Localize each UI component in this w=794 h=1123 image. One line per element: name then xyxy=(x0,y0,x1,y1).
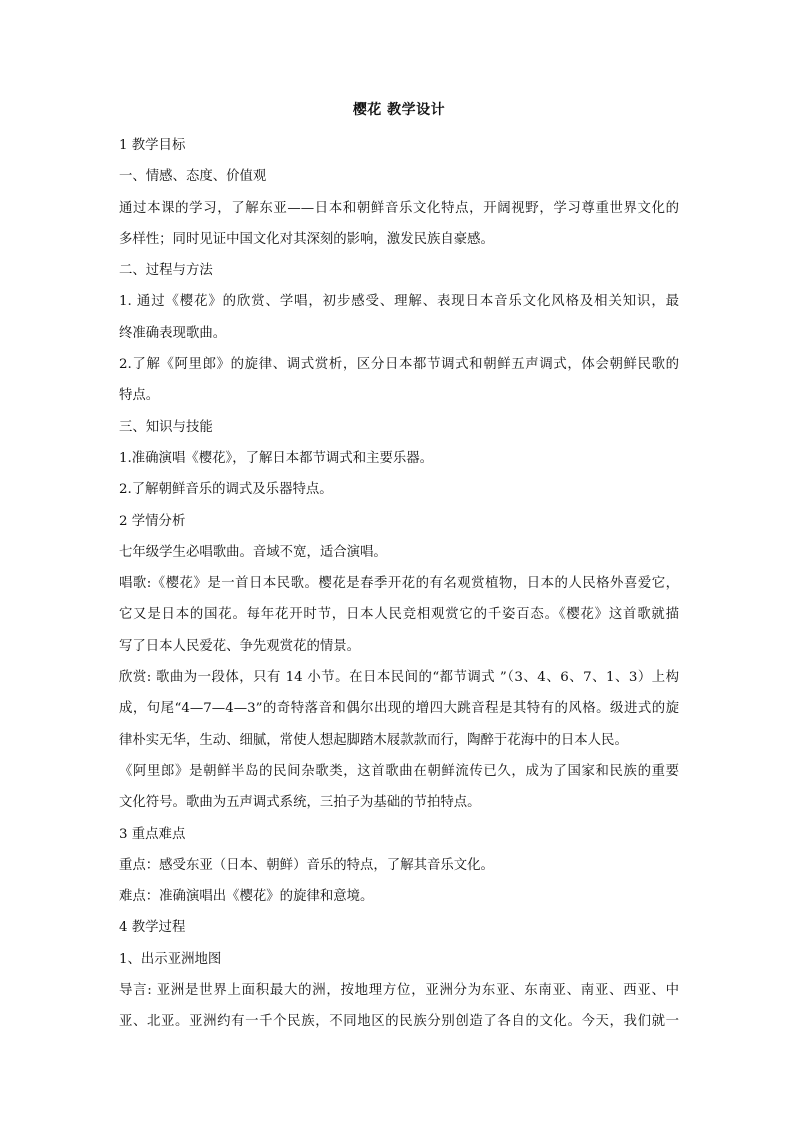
document-body xyxy=(119,130,679,1038)
text-line: 文化符号。歌曲为五声调式系统，三拍子为基础的节拍特点。 xyxy=(119,795,481,811)
document-title: 樱花 教学设计 xyxy=(352,102,446,118)
text-line: 七年级学生必唱歌曲。音域不宽，适合演唱。 xyxy=(119,544,387,560)
text-line: 亚、北亚。亚洲约有一千个民族，不同地区的民族分别创造了各自的文化。今天，我们就一 xyxy=(119,1014,679,1030)
text-line: 4 教学过程 xyxy=(119,920,186,936)
text-line: 1、出示亚洲地图 xyxy=(119,951,222,967)
text-line: 多样性；同时见证中国文化对其深刻的影响，激发民族自豪感。 xyxy=(119,231,494,247)
text-line: 一、情感、态度、价值观 xyxy=(119,169,267,185)
text-line: 欣赏: 歌曲为一段体，只有 14 小节。在日本民间的“都节调式 ”（3、4、6、7、1、3）上构 xyxy=(119,670,679,686)
text-line: 唱歌:《樱花》是一首日本民歌。樱花是春季开花的有名观赏植物，日本的人民格外喜爱它， xyxy=(119,576,679,592)
text-line: 律朴实无华，生动、细腻，常使人想起脚踏木屐款款而行，陶醉于花海中的日本人民。 xyxy=(119,732,628,748)
text-line: 3 重点难点 xyxy=(119,826,186,842)
text-line: 1. 通过《樱花》的欣赏、学唱，初步感受、理解、表现日本音乐文化风格及相关知识，最 xyxy=(119,294,679,310)
text-line: 终准确表现歌曲。 xyxy=(119,325,227,341)
text-line: 成，句尾“4—7—4—3”的奇特落音和偶尔出现的增四大跳音程是其特有的风格。级进式的旋 xyxy=(119,701,679,717)
text-line: 2.了解朝鲜音乐的调式及乐器特点。 xyxy=(119,482,333,498)
text-line: 特点。 xyxy=(119,388,160,404)
text-line: 1 教学目标 xyxy=(119,138,186,153)
text-line: 2 学情分析 xyxy=(119,513,186,529)
text-line: 三、知识与技能 xyxy=(119,419,213,435)
text-line: 2.了解《阿里郎》的旋律、调式赏析，区分日本都节调式和朝鲜五声调式，体会朝鲜民歌的 xyxy=(119,357,679,373)
text-line: 导言: 亚洲是世界上面积最大的洲，按地理方位，亚洲分为东亚、东南亚、南亚、西亚、中 xyxy=(119,983,679,999)
text-line: 《阿里郎》是朝鲜半岛的民间杂歌类，这首歌曲在朝鲜流传已久，成为了国家和民族的重要 xyxy=(119,763,679,779)
text-line: 1.准确演唱《樱花》，了解日本都节调式和主要乐器。 xyxy=(119,450,434,466)
text-line: 写了日本人民爱花、争先观赏花的情景。 xyxy=(119,638,361,654)
text-line: 它又是日本的国花。每年花开时节，日本人民竞相观赏它的千姿百态。《樱花》这首歌就描 xyxy=(119,607,679,623)
document-page xyxy=(119,100,679,1038)
text-line: 难点：准确演唱出《樱花》的旋律和意境。 xyxy=(119,889,374,905)
text-line: 通过本课的学习，了解东亚——日本和朝鲜音乐文化特点，开阔视野，学习尊重世界文化的 xyxy=(119,200,679,216)
text-line: 重点：感受东亚（日本、朝鲜）音乐的特点，了解其音乐文化。 xyxy=(119,857,494,873)
text-line: 二、过程与方法 xyxy=(119,263,213,279)
